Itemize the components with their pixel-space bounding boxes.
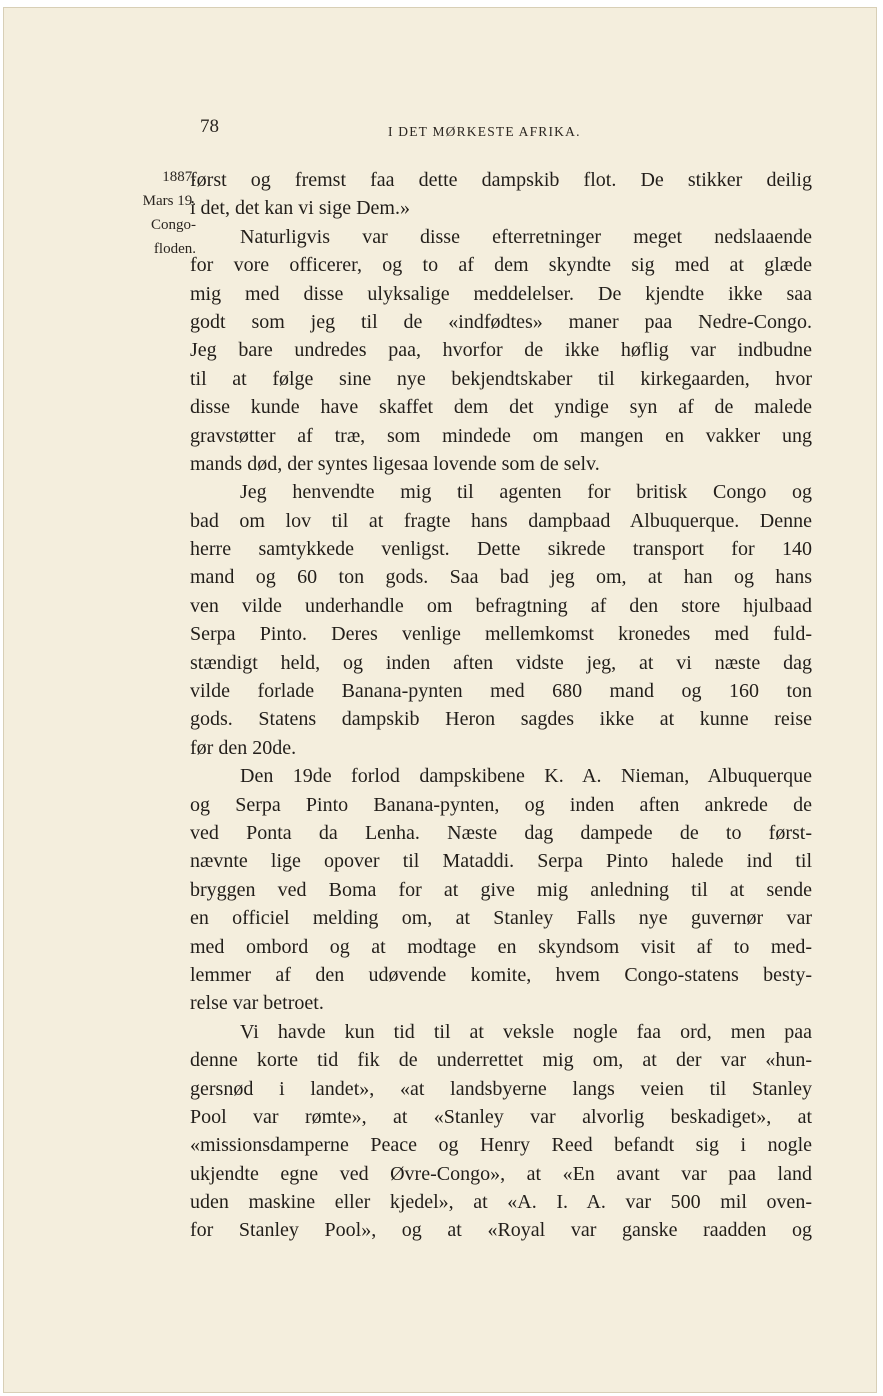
margin-note-date: Mars 19. [142,193,196,209]
page-header [196,116,816,152]
text-line: Jeg henvendte mig til agenten for britisk Congo og [240,481,812,504]
text-line: ven vilde underhandle om befragtning af den store hjulbaad [190,594,812,617]
text-line: til at følge sine nye bekjendtskaber til kirkegaarden, hvor [190,367,812,390]
text-line: «missionsdamperne Peace og Henry Reed befandt sig i nogle [190,1134,812,1157]
text-line: Naturligvis var disse efterretninger meget nedslaaende [240,225,812,248]
page-number: 78 [200,116,219,137]
text-line: gersnød i landet», «at landsbyerne langs veien til Stanley [190,1077,812,1100]
text-line: for vore officerer, og to af dem skyndte sig med at glæde [190,254,812,277]
text-line: Serpa Pinto. Deres venlige mellemkomst kronedes med fuld- [190,623,812,646]
text-line: relse var betroet. [190,992,324,1015]
text-line: en officiel melding om, at Stanley Falls nye guvernør var [190,907,812,930]
text-line: ukjendte egne ved Øvre-Congo», at «En avant var paa land [190,1162,812,1185]
text-line: Pool var rømte», at «Stanley var alvorlig beskadiget», at [190,1105,812,1128]
text-line: bad om lov til at fragte hans dampbaad Albuquerque. Denne [190,509,812,532]
text-line: bryggen ved Boma for at give mig anledning til at sende [190,878,812,901]
text-line: Den 19de forlod dampskibene K. A. Nieman, Albuquerque [240,765,812,788]
body-text [190,166,812,1245]
margin-note-year: 1887. [162,169,196,185]
text-line: uden maskine eller kjedel», at «A. I. A. var 500 mil oven- [190,1191,812,1214]
margin-note-place-1: Congo- [151,217,196,233]
text-line: vilde forlade Banana-pynten med 680 mand og 160 ton [190,680,812,703]
text-line: herre samtykkede venligst. Dette sikrede transport for 140 [190,538,812,561]
text-line: ved Ponta da Lenha. Næste dag dampede de to først- [190,821,812,844]
text-line: nævnte lige opover til Mataddi. Serpa Pinto halede ind til [190,850,812,873]
text-line: før den 20de. [190,736,297,759]
margin-note-place-2: floden. [153,241,196,257]
text-line: for Stanley Pool», og at «Royal var ganske raadden og [190,1219,812,1242]
text-line: lemmer af den udøvende komite, hvem Congo-statens besty- [190,963,812,986]
text-line: godt som jeg til de «indfødtes» maner paa Nedre-Congo. [190,310,812,333]
margin-notes [116,165,196,261]
text-line: Vi havde kun tid til at veksle nogle faa ord, men paa [240,1020,812,1043]
text-line: mig med disse ulyksalige meddelelser. De kjendte ikke saa [190,282,812,305]
text-line: i det, det kan vi sige Dem.» [190,197,410,220]
text-line: først og fremst faa dette dampskib flot. De stikker deilig [190,169,812,191]
text-line: med ombord og at modtage en skyndsom visit af to med- [190,935,812,958]
text-line: denne korte tid fik de underrettet mig om, at der var «hun- [190,1049,812,1072]
text-line: gods. Statens dampskib Heron sagdes ikke at kunne reise [190,708,812,731]
text-line: mand og 60 ton gods. Saa bad jeg om, at han og hans [190,566,812,589]
running-title: I DET MØRKESTE AFRIKA. [388,124,581,139]
text-line: mands død, der syntes ligesaa lovende som de selv. [190,452,600,475]
text-line: stændigt held, og inden aften vidste jeg, at vi næste dag [190,651,812,674]
text-line: gravstøtter af træ, som mindede om mangen en vakker ung [190,424,812,447]
text-line: disse kunde have skaffet dem det yndige syn af de malede [190,396,812,419]
text-line: og Serpa Pinto Banana-pynten, og inden aften ankrede de [190,793,812,816]
text-line: Jeg bare undredes paa, hvorfor de ikke høflig var indbudne [190,339,812,362]
